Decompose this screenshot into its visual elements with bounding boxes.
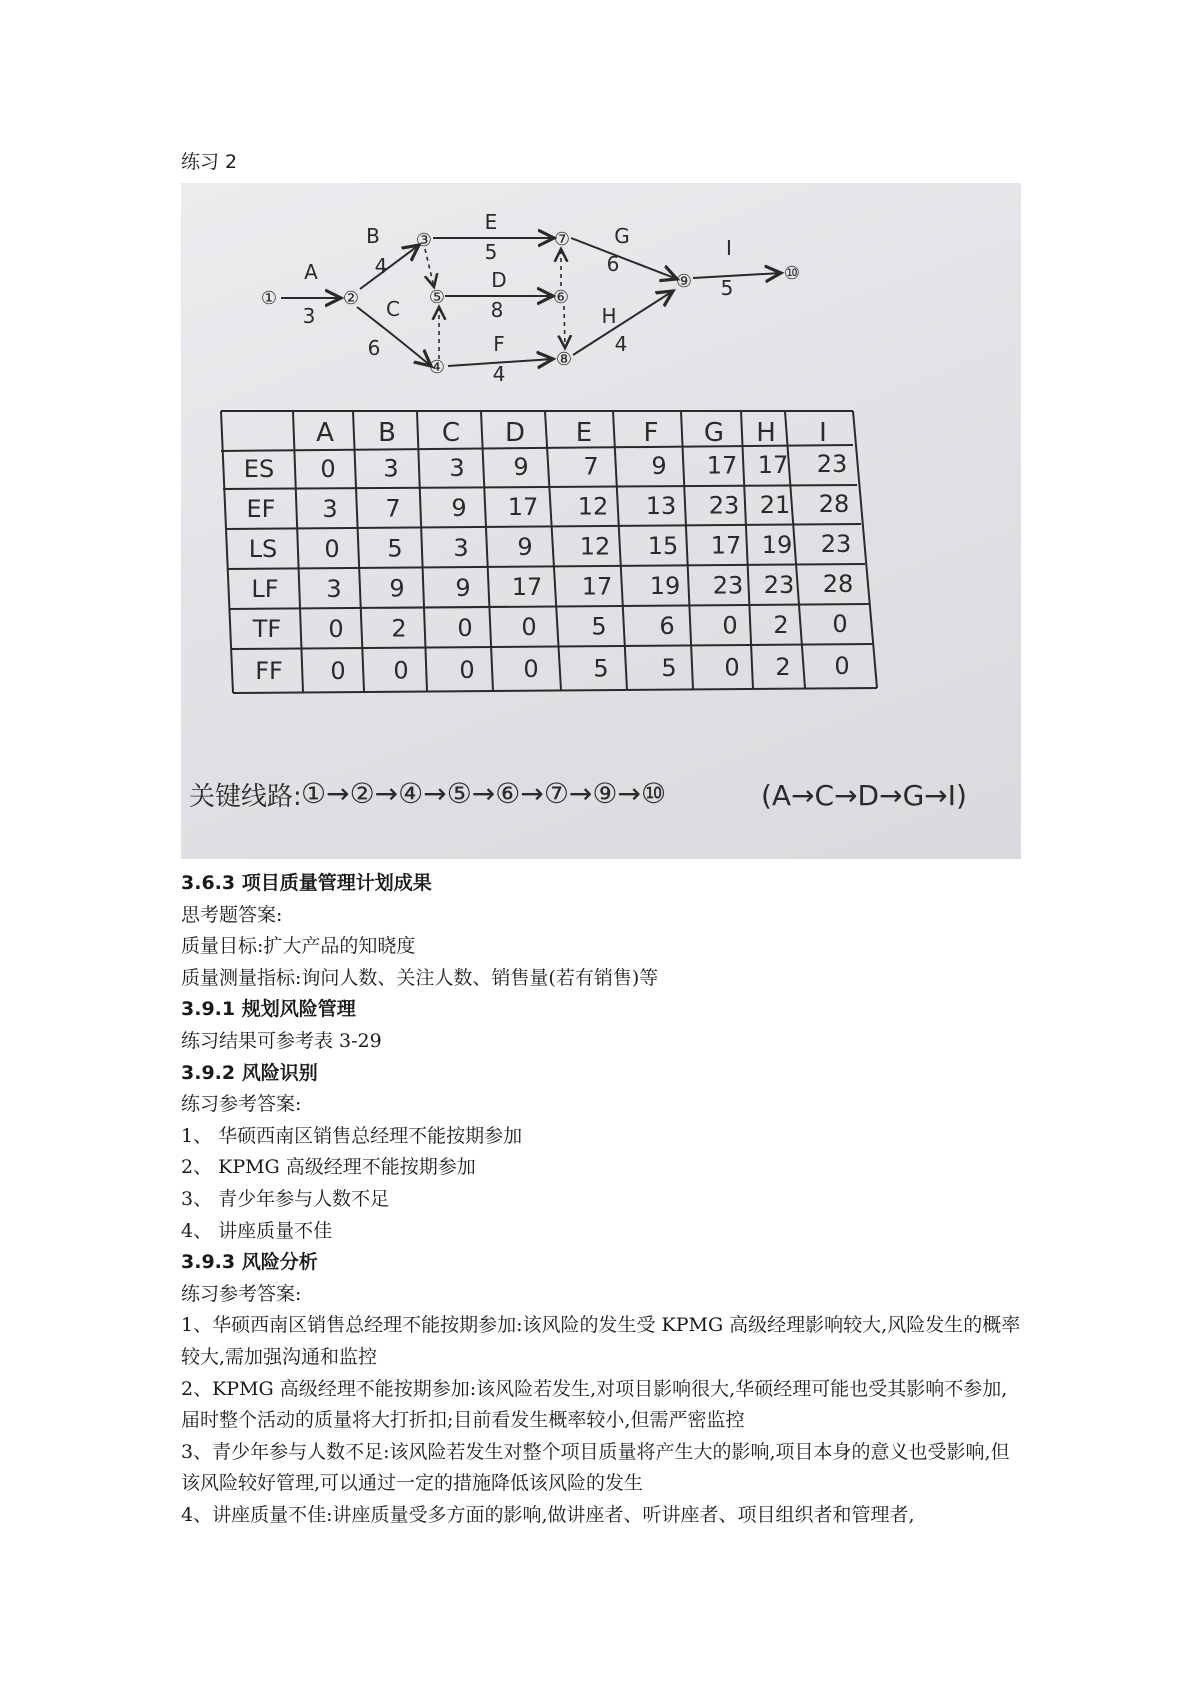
text-line: 练习结果可参考表 3-29 — [181, 1029, 382, 1052]
cell-ff-h: 2 — [775, 652, 791, 681]
cell-ls-e: 12 — [579, 532, 611, 561]
schedule-table-header — [316, 418, 827, 448]
row-label-ef: EF — [246, 495, 276, 523]
cell-lf-b: 9 — [389, 574, 405, 603]
section-title-risk-planning: 3.9.1 规划风险管理 — [181, 998, 356, 1021]
activity-d-name: D — [491, 268, 507, 292]
cell-tf-c: 0 — [457, 613, 473, 642]
row-label-ls: LS — [248, 535, 278, 563]
cell-ef-e: 12 — [577, 492, 609, 521]
critical-path-line — [189, 777, 967, 812]
node-10: ⑩ — [783, 263, 801, 284]
list-item: 4、讲座质量不佳:讲座质量受多方面的影响,做讲座者、听讲座者、项目组织者和管理者, — [181, 1503, 915, 1526]
cell-ls-i: 23 — [820, 530, 852, 559]
cell-ff-d: 0 — [523, 655, 539, 684]
critical-path-nodes: ①→②→④→⑤→⑥→⑦→⑨→⑩ — [301, 777, 667, 810]
cell-es-c: 3 — [449, 453, 465, 482]
col-header-f: F — [643, 418, 659, 448]
row-label-lf: LF — [251, 575, 279, 603]
cell-ff-e: 5 — [593, 654, 609, 683]
list-item: 2、KPMG 高级经理不能按期参加:该风险若发生,对项目影响很大,华硕经理可能也受其影响不参加,届时整个活动的质量将大打折扣;目前看发生概率较小,但需严密监控 — [181, 1377, 1008, 1432]
cell-tf-g: 0 — [722, 611, 738, 640]
activity-f-duration: 4 — [492, 362, 506, 386]
text-line: 质量测量指标:询问人数、关注人数、销售量(若有销售)等 — [181, 966, 659, 989]
cell-tf-d: 0 — [521, 613, 537, 642]
col-header-g: G — [703, 418, 725, 448]
cell-ff-f: 5 — [661, 654, 677, 682]
activity-b-name: B — [366, 224, 380, 248]
activity-c-duration: 6 — [367, 336, 381, 360]
activity-h-duration: 4 — [614, 332, 628, 356]
cell-ls-a: 0 — [324, 535, 340, 563]
cell-tf-b: 2 — [391, 614, 407, 643]
node-3: ③ — [415, 230, 433, 251]
cell-es-a: 0 — [320, 455, 336, 483]
cell-ls-f: 15 — [647, 532, 679, 560]
activity-i-duration: 5 — [720, 276, 734, 300]
activity-e-duration: 5 — [484, 240, 498, 264]
list-item: 1、 华硕西南区销售总经理不能按期参加 — [181, 1124, 523, 1147]
cell-lf-i: 28 — [822, 570, 854, 599]
cell-es-e: 7 — [583, 452, 599, 481]
text-line: 质量目标:扩大产品的知晓度 — [181, 935, 416, 958]
node-9: ⑨ — [675, 271, 693, 292]
cell-lf-e: 17 — [581, 572, 613, 601]
cell-lf-d: 17 — [511, 573, 543, 602]
cell-ff-a: 0 — [330, 657, 346, 685]
node-1: ① — [260, 288, 278, 309]
activity-a-duration: 3 — [302, 304, 316, 328]
cell-ef-a: 3 — [322, 495, 338, 523]
list-item: 2、 KPMG 高级经理不能按期参加 — [181, 1156, 476, 1179]
cell-ff-g: 0 — [724, 653, 740, 682]
col-header-b: B — [378, 418, 396, 448]
handwritten-figure — [181, 183, 1021, 859]
section-title-quality-plan: 3.6.3 项目质量管理计划成果 — [181, 872, 432, 894]
section-title-risk-identification: 3.9.2 风险识别 — [181, 1061, 318, 1084]
row-label-tf: TF — [252, 615, 282, 643]
cell-es-i: 23 — [816, 450, 848, 479]
cell-ff-b: 0 — [393, 656, 409, 685]
activity-g-duration: 6 — [606, 252, 620, 276]
list-item: 1、华硕西南区销售总经理不能按期参加:该风险的发生受 KPMG 高级经理影响较大,风险发生的概率较大,需加强沟通和监控 — [181, 1314, 1021, 1368]
cell-ef-h: 21 — [759, 490, 791, 519]
list-item: 3、 青少年参与人数不足 — [181, 1187, 390, 1210]
network-activity-labels — [303, 210, 734, 386]
cell-lf-f: 19 — [649, 572, 681, 600]
row-label-es: ES — [243, 455, 275, 483]
col-header-e: E — [575, 418, 593, 448]
list-item: 4、 讲座质量不佳 — [181, 1219, 333, 1242]
cell-ef-d: 17 — [507, 493, 539, 522]
node-8: ⑧ — [555, 349, 573, 370]
cell-ff-c: 0 — [459, 655, 475, 684]
cell-tf-a: 0 — [328, 615, 344, 643]
text-line: 练习参考答案: — [181, 1093, 302, 1116]
activity-i-name: I — [726, 236, 732, 260]
cell-ef-i: 28 — [818, 490, 850, 519]
cell-ef-f: 13 — [645, 492, 677, 520]
col-header-d: D — [504, 418, 526, 448]
node-4: ④ — [428, 357, 446, 378]
node-6: ⑥ — [552, 287, 570, 308]
cell-es-h: 17 — [757, 450, 789, 479]
cell-ls-h: 19 — [761, 530, 793, 559]
section-title-risk-analysis: 3.9.3 风险分析 — [181, 1251, 318, 1274]
critical-path-label: 关键线路: — [189, 782, 302, 812]
node-2: ② — [342, 288, 360, 309]
cell-ef-b: 7 — [385, 494, 401, 523]
activity-a-name: A — [304, 260, 318, 284]
cell-lf-a: 3 — [326, 575, 342, 603]
network-nodes — [261, 229, 800, 378]
activity-c-name: C — [386, 297, 400, 321]
critical-path-activities: (A→C→D→G→I) — [761, 779, 967, 812]
cell-es-b: 3 — [383, 454, 399, 483]
activity-e-name: E — [484, 210, 498, 234]
cell-ls-c: 3 — [453, 533, 469, 562]
col-header-a: A — [316, 418, 334, 448]
activity-b-duration: 4 — [374, 254, 388, 278]
answer-text — [181, 868, 1021, 1531]
cell-lf-g: 23 — [712, 571, 744, 600]
list-item: 3、青少年参与人数不足:该风险若发生对整个项目质量将产生大的影响,项目本身的意义也受影响,但该风险较好管理,可以通过一定的措施降低该风险的发生 — [181, 1440, 1010, 1495]
exercise-label: 练习 2 — [181, 151, 238, 173]
text-line: 思考题答案: — [181, 903, 283, 926]
activity-h-name: H — [601, 304, 617, 328]
cell-tf-e: 5 — [591, 612, 607, 641]
cell-tf-i: 0 — [832, 610, 848, 639]
cell-ls-d: 9 — [517, 533, 533, 562]
cell-lf-c: 9 — [455, 573, 471, 602]
col-header-c: C — [441, 418, 461, 448]
cell-ff-i: 0 — [834, 652, 850, 681]
activity-g-name: G — [614, 224, 630, 248]
cell-tf-f: 6 — [659, 612, 675, 640]
cell-ls-b: 5 — [387, 534, 403, 563]
handwritten-photo — [181, 183, 1021, 859]
cell-es-f: 9 — [651, 452, 667, 480]
node-7: ⑦ — [553, 229, 571, 250]
cell-ef-c: 9 — [451, 493, 467, 522]
cell-lf-h: 23 — [763, 570, 795, 599]
col-header-h: H — [756, 418, 776, 448]
cell-es-d: 9 — [513, 453, 529, 482]
cell-ls-g: 17 — [710, 531, 742, 560]
cell-tf-h: 2 — [773, 610, 789, 639]
text-line: 练习参考答案: — [181, 1282, 302, 1305]
node-5: ⑤ — [428, 287, 446, 308]
col-header-i: I — [819, 418, 827, 448]
cell-es-g: 17 — [706, 451, 738, 480]
activity-f-name: F — [493, 332, 505, 356]
cell-ef-g: 23 — [708, 491, 740, 520]
row-label-ff: FF — [255, 657, 283, 685]
activity-d-duration: 8 — [490, 298, 504, 322]
